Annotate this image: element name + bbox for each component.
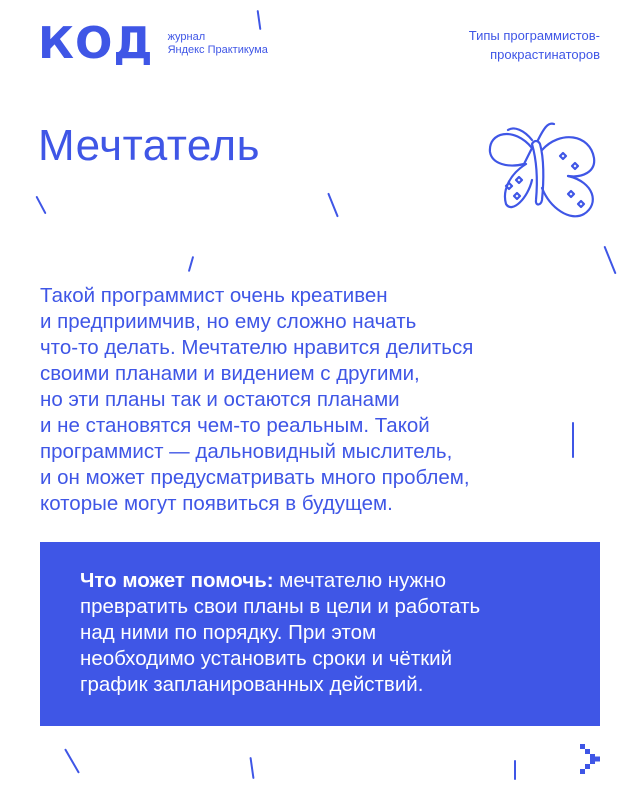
- decorative-dash: [514, 760, 516, 780]
- butterfly-icon: [484, 118, 608, 222]
- brand-logo: [38, 18, 268, 69]
- tip-label: Что может помочь:: [80, 569, 274, 592]
- tip-line: график запланированных действий.: [80, 673, 424, 696]
- decorative-dash: [603, 246, 616, 275]
- chevron-right-icon[interactable]: [580, 744, 604, 774]
- description-line: и он может предусматривать много проблем,: [40, 466, 470, 489]
- logo-subtitle-line2: Яндекс Практикума: [167, 44, 268, 56]
- description: [40, 283, 600, 517]
- tip-box: [40, 542, 600, 726]
- series-label-line2: прокрастинаторов: [490, 47, 600, 62]
- tip-line: необходимо установить сроки и чёткий: [80, 647, 453, 670]
- logo-mark: КОД: [38, 18, 154, 69]
- decorative-dash: [249, 757, 254, 779]
- description-line: что-то делать. Мечтателю нравится делиться: [40, 336, 474, 359]
- description-line: которые могут появиться в будущем.: [40, 492, 393, 515]
- decorative-dash: [35, 196, 46, 215]
- description-line: программист — дальновидный мыслитель,: [40, 440, 453, 463]
- logo-subtitle-line1: журнал: [167, 31, 206, 43]
- tip-first-line: [80, 568, 580, 594]
- page-title: Мечтатель: [38, 121, 261, 170]
- description-line: своими планами и видением с другими,: [40, 362, 420, 385]
- tip-line: превратить свои планы в цели и работать: [80, 595, 481, 618]
- tip-line: над ними по порядку. При этом: [80, 621, 377, 644]
- description-line: но эти планы так и остаются планами: [40, 388, 400, 411]
- decorative-dash: [327, 193, 339, 218]
- description-line: и не становятся чем-то реальным. Такой: [40, 414, 430, 437]
- logo-subtitle: [168, 31, 268, 57]
- description-line: и предприимчив, но ему сложно начать: [40, 310, 417, 333]
- tip-first-line-rest: мечтателю нужно: [273, 569, 446, 592]
- decorative-dash: [188, 256, 194, 272]
- description-line: Такой программист очень креативен: [40, 284, 388, 307]
- decorative-dash: [64, 748, 80, 773]
- series-label: [400, 26, 600, 64]
- series-label-line1: Типы программистов-: [468, 28, 600, 43]
